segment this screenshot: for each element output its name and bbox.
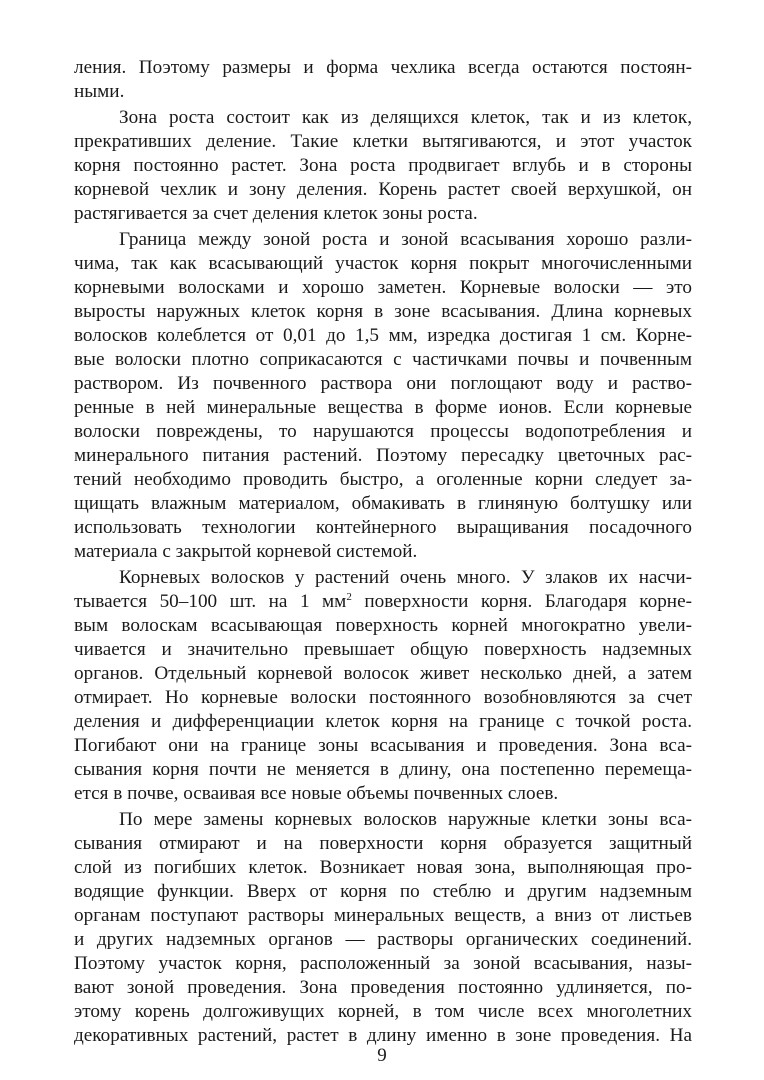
text-line: выросты наружных клеток корня в зоне всасывания. Длина корневых (74, 301, 692, 322)
text-line: и других надземных органов — растворы органических соединений. (74, 929, 692, 950)
text-line: волоски повреждены, то нарушаются процессы водопотребления и (74, 421, 692, 442)
text-line: декоративных растений, растет в длину именно в зоне проведения. На (74, 1025, 692, 1046)
text-fragment: поверхности корня. Благодаря корне- (351, 591, 692, 612)
text-line: ренные в ней минеральные вещества в форме ионов. Если корневые (74, 397, 692, 418)
text-line: волосков колеблется от 0,01 до 1,5 мм, изредка достигая 1 см. Корне- (74, 325, 692, 346)
text-line: щищать влажным материалом, обмакивать в глиняную болтушку или (74, 493, 692, 514)
text-line: чима, так как всасывающий участок корня покрыт многочисленными (74, 253, 692, 274)
text-line: Корневых волосков у растений очень много. У злаков их насчи- (119, 567, 692, 588)
page-number: 9 (377, 1045, 387, 1066)
text-line: использовать технологии контейнерного выращивания посадочного (74, 517, 692, 538)
text-line: корневыми волосками и хорошо заметен. Корневые волоски — это (74, 277, 692, 298)
text-line: деления и дифференциации клеток корня на границе с точкой роста. (74, 711, 692, 732)
text-line: органам поступают растворы минеральных веществ, а вниз от листьев (74, 905, 692, 926)
superscript: 2 (346, 591, 352, 603)
text-line: растягивается за счет деления клеток зоны роста. (74, 203, 478, 224)
text-line: материала с закрытой корневой системой. (74, 541, 418, 562)
text-line: органов. Отдельный корневой волосок живет несколько дней, а затем (74, 663, 692, 684)
text-line: ления. Поэтому размеры и форма чехлика всегда остаются постоян- (74, 57, 692, 78)
text-line: сывания отмирают и на поверхности корня образуется защитный (74, 833, 692, 854)
text-line: водящие функции. Вверх от корня по стеблю и другим надземным (74, 881, 692, 902)
text-line: отмирает. Но корневые волоски постоянного возобновляются за счет (74, 687, 692, 708)
text-line: ными. (74, 81, 125, 102)
text-line: сывания корня почти не меняется в длину, она постепенно перемеща- (74, 759, 692, 780)
text-line: корня постоянно растет. Зона роста продвигает вглубь и в стороны (74, 155, 692, 176)
text-line: ется в почве, осваивая все новые объемы почвенных слоев. (74, 783, 559, 804)
text-line: минерального питания растений. Поэтому пересадку цветочных рас- (74, 445, 692, 466)
text-line: раствором. Из почвенного раствора они поглощают воду и раство- (74, 373, 692, 394)
text-line: вым волоскам всасывающая поверхность корней многократно увели- (74, 615, 692, 636)
text-line: Поэтому участок корня, расположенный за зоной всасывания, назы- (74, 953, 692, 974)
text-line: Погибают они на границе зоны всасывания и проведения. Зона вса- (74, 735, 692, 756)
text-line: тений необходимо проводить быстро, а оголенные корни следует за- (74, 469, 692, 490)
text-line: вают зоной проведения. Зона проведения постоянно удлиняется, по- (74, 977, 692, 998)
text-line: чивается и значительно превышает общую поверхность надземных (74, 639, 692, 660)
text-line: корневой чехлик и зону деления. Корень растет своей верхушкой, он (74, 179, 692, 200)
text-line: этому корень долгоживущих корней, в том числе всех многолетних (74, 1001, 692, 1022)
text-line: слой из погибших клеток. Возникает новая зона, выполняющая про- (74, 857, 692, 878)
text-line: вые волоски плотно соприкасаются с частичками почвы и почвенным (74, 349, 692, 370)
text-line-with-superscript (74, 590, 692, 614)
text-line: прекративших деление. Такие клетки вытягиваются, и этот участок (74, 131, 692, 152)
text-fragment: тывается 50–100 шт. на 1 мм (74, 591, 347, 612)
text-line: Зона роста состоит как из делящихся клеток, так и из клеток, (119, 107, 692, 128)
text-line: Граница между зоной роста и зоной всасывания хорошо разли- (119, 229, 692, 250)
text-line: По мере замены корневых волосков наружные клетки зоны вса- (119, 809, 692, 830)
